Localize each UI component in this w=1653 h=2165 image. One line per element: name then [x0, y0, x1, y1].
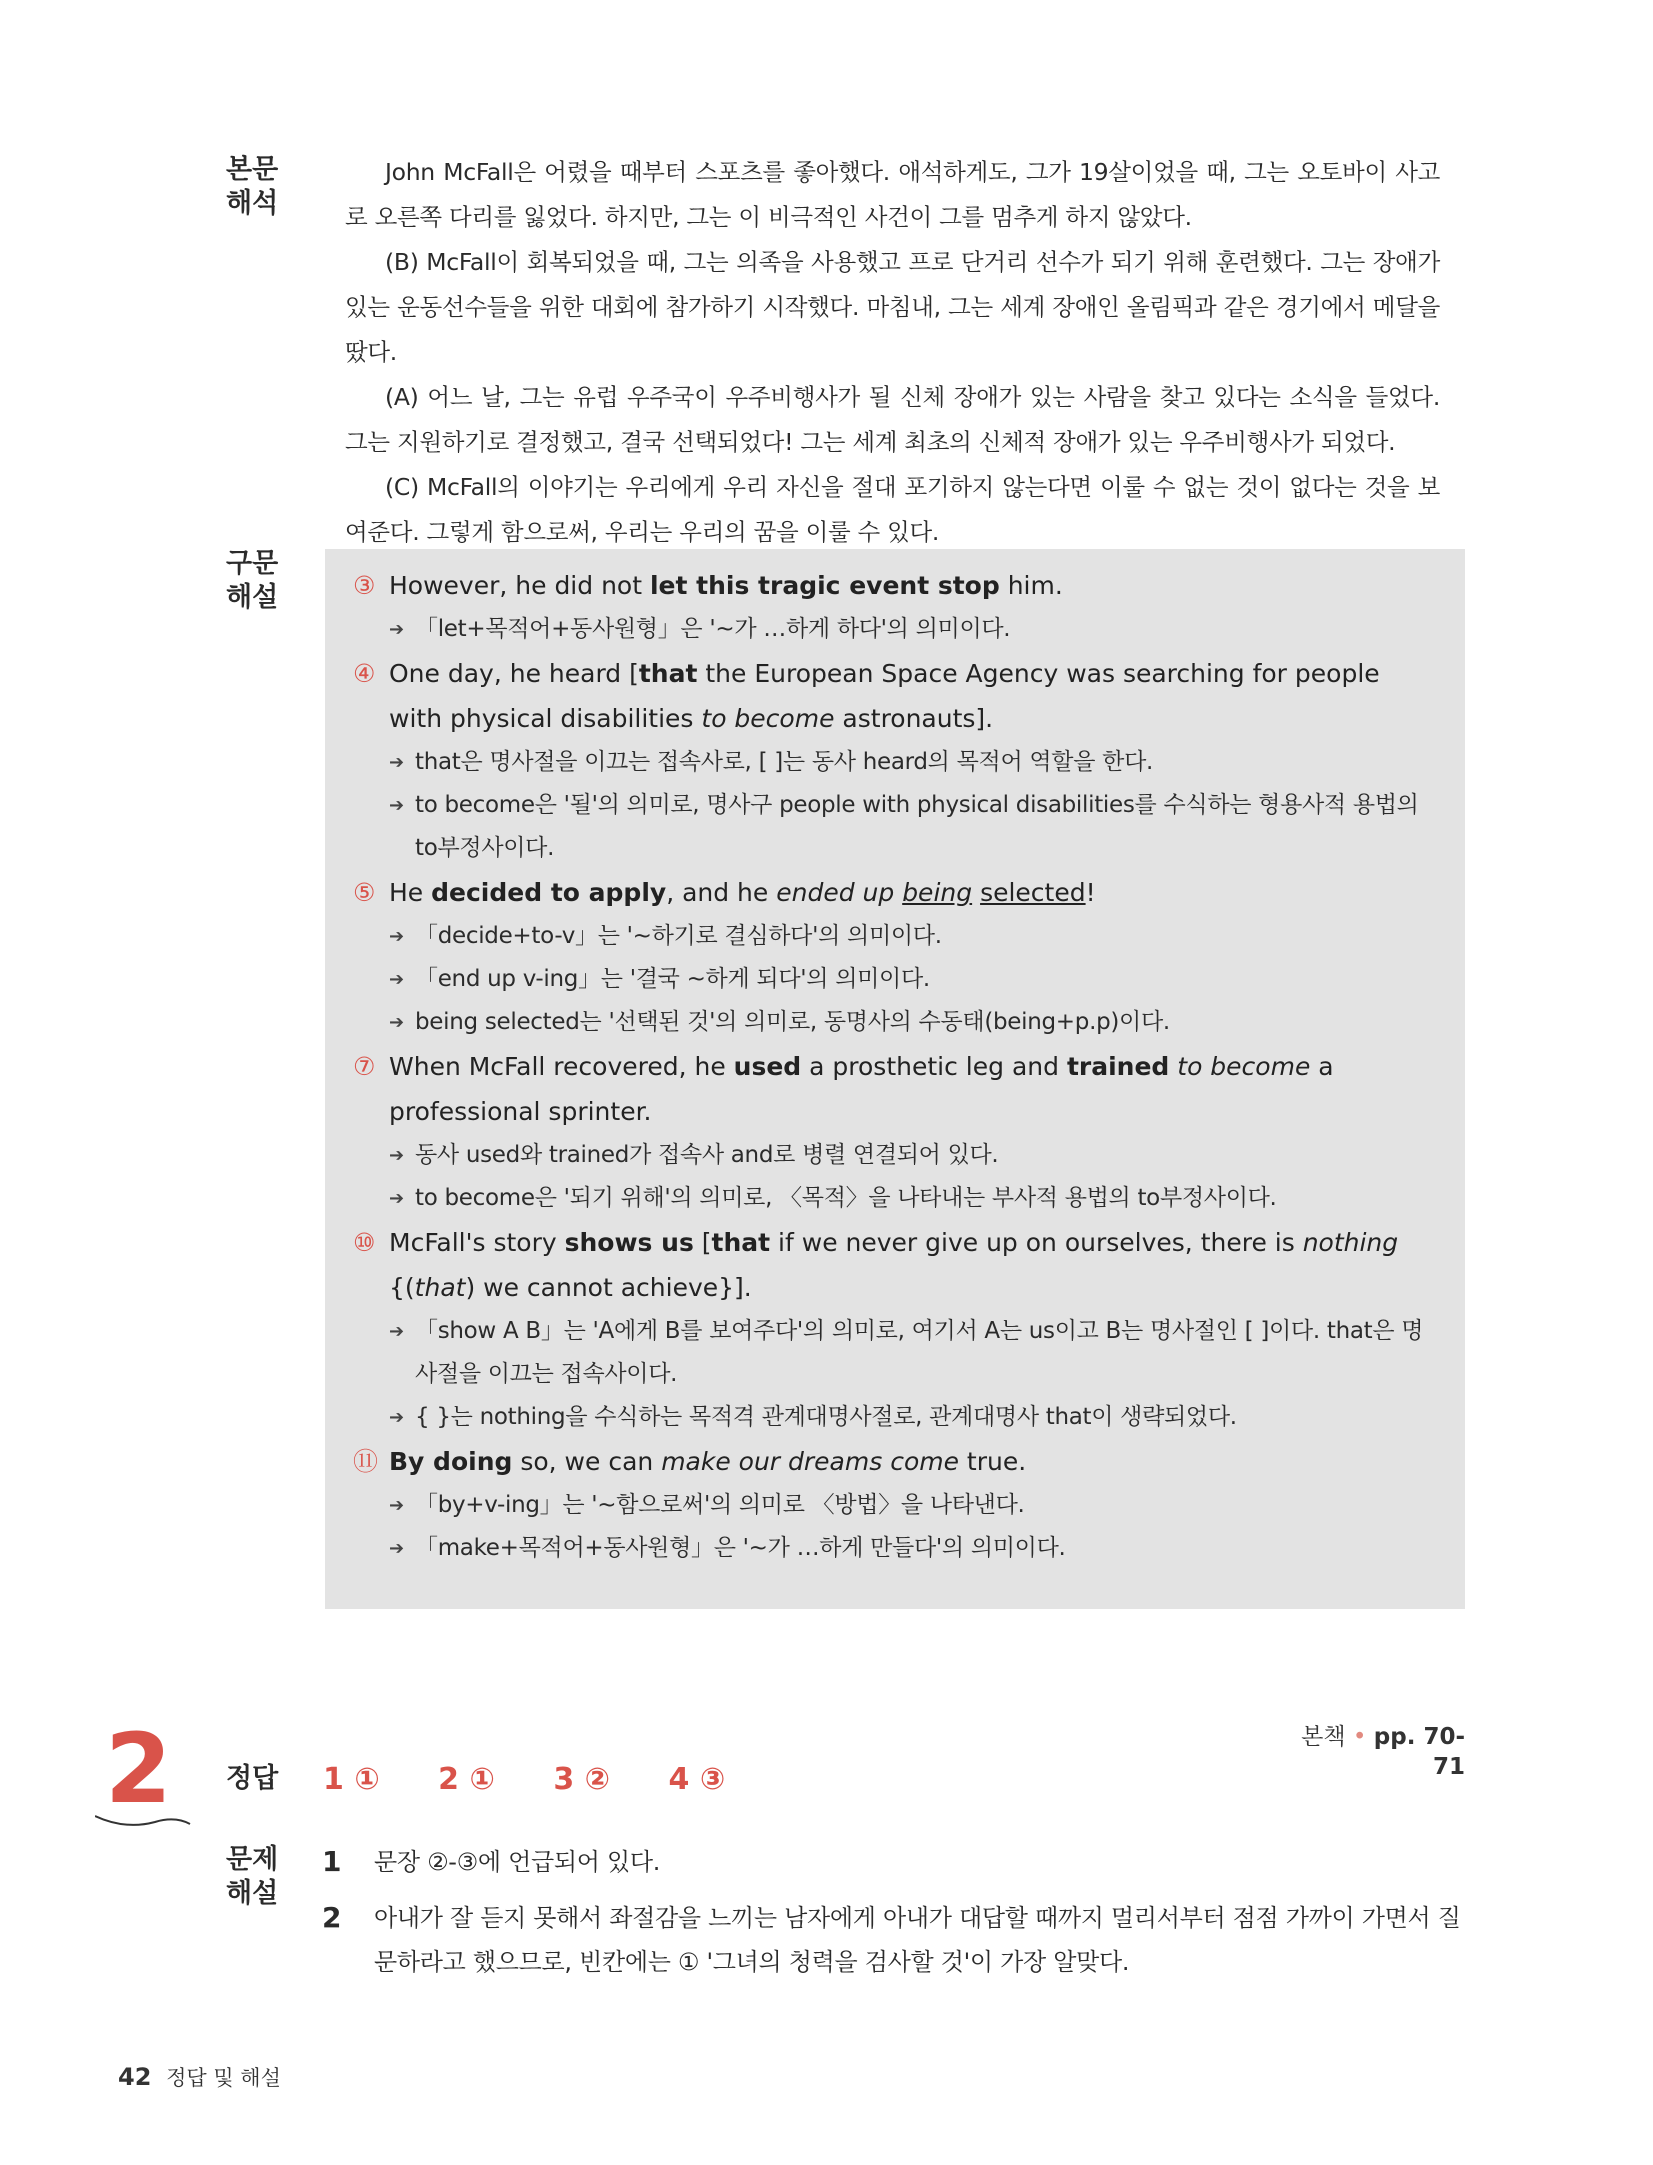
- sentence-segment: He: [389, 878, 432, 907]
- explanation-item: [322, 1896, 1462, 1984]
- syntax-sentence: [353, 651, 1433, 741]
- explanation-number: 2: [322, 1901, 342, 1934]
- sentence-segment: !: [1085, 878, 1096, 907]
- sentence-segment: true.: [958, 1447, 1027, 1476]
- syntax-note-text: 「make+목적어+동사원형」은 '~가 …하게 만들다'의 의미이다.: [415, 1535, 1066, 1561]
- sentence-segment: [972, 878, 980, 907]
- sentence-segment: to become: [701, 704, 835, 733]
- sentence-segment: {(: [389, 1273, 415, 1302]
- sentence-segment: that: [638, 659, 698, 688]
- arrow-icon: ➔: [389, 1495, 404, 1516]
- sentence-segment: nothing: [1302, 1228, 1399, 1257]
- translation-label-line2: 해석: [226, 188, 279, 219]
- syntax-sentence: [353, 1220, 1433, 1310]
- sentence-segment: However, he did not: [389, 571, 650, 600]
- sentence-segment: so, we can: [512, 1447, 662, 1476]
- syntax-item: [353, 1220, 1433, 1439]
- sentence-number: ④: [353, 659, 376, 688]
- arrow-icon: ➔: [389, 1145, 404, 1166]
- syntax-note: [353, 1134, 1433, 1177]
- sentence-segment: ) we cannot achieve}].: [465, 1273, 752, 1302]
- sentence-segment: to become: [1177, 1052, 1311, 1081]
- sentence-segment: One day, he heard [: [389, 659, 639, 688]
- syntax-note: [353, 741, 1433, 784]
- syntax-sentence: [353, 1044, 1433, 1134]
- sentence-number: ⑩: [353, 1228, 376, 1257]
- translation-section: [345, 150, 1440, 555]
- translation-paragraph: John McFall은 어렸을 때부터 스포츠를 좋아했다. 애석하게도, 그가 19살이었을 때, 그는 오토바이 사고로 오른쪽 다리를 잃었다. 하지만, 그는 이 비극적인 사건이 그를 멈추게 하지 않았다.: [345, 158, 1440, 231]
- footer-title: 정답 및 해설: [166, 2066, 281, 2090]
- syntax-item: [353, 651, 1433, 870]
- syntax-label-line2: 해설: [226, 582, 279, 613]
- syntax-sentence: [353, 563, 1433, 608]
- syntax-note: [353, 608, 1433, 651]
- syntax-list: [353, 563, 1433, 1570]
- syntax-note: [353, 1527, 1433, 1570]
- syntax-note-text: that은 명사절을 이끄는 접속사로, [ ]는 동사 heard의 목적어 역할을 한다.: [415, 749, 1153, 775]
- syntax-item: [353, 1439, 1433, 1570]
- sentence-segment: selected: [980, 878, 1086, 907]
- syntax-box: [325, 549, 1465, 1609]
- syntax-note-text: 「let+목적어+동사원형」은 '~가 …하게 하다'의 의미이다.: [415, 616, 1011, 642]
- book-page-reference: [1270, 1722, 1465, 1782]
- sentence-segment: that: [414, 1273, 466, 1302]
- sentence-number: ③: [353, 571, 376, 600]
- arrow-icon: ➔: [389, 1188, 404, 1209]
- syntax-note-text: 「end up v-ing」는 '결국 ~하게 되다'의 의미이다.: [415, 966, 930, 992]
- syntax-label-line1: 구문: [226, 548, 279, 579]
- explanation-label-line2: 해설: [226, 1878, 279, 1909]
- arrow-icon: ➔: [389, 752, 404, 773]
- sentence-segment: used: [733, 1052, 802, 1081]
- syntax-item: [353, 563, 1433, 651]
- arrow-icon: ➔: [389, 1538, 404, 1559]
- explanation-label: [226, 1843, 278, 1911]
- syntax-note-text: 「show A B」는 'A에게 B를 보여주다'의 의미로, 여기서 A는 us이고 B는 명사절인 [ ]이다. that은 명사절을 이끄는 접속사이다.: [415, 1318, 1424, 1387]
- explanation-number: 1: [322, 1845, 342, 1878]
- translation-paragraph: (C) McFall의 이야기는 우리에게 우리 자신을 절대 포기하지 않는다면 이룰 수 없는 것이 없다는 것을 보여준다. 그렇게 함으로써, 우리는 우리의 꿈을 이룰 수 있다.: [345, 473, 1440, 546]
- syntax-note-text: to become은 '되기 위해'의 의미로, 〈목적〉을 나타내는 부사적 용법의 to부정사이다.: [415, 1185, 1277, 1211]
- sentence-segment: [: [693, 1228, 712, 1257]
- arrow-icon: ➔: [389, 795, 404, 816]
- syntax-note: [353, 1177, 1433, 1220]
- syntax-note: [353, 784, 1433, 870]
- explanation-label-line1: 문제: [226, 1844, 279, 1875]
- section-number-text: 2: [105, 1720, 172, 1825]
- sentence-number: ⑦: [353, 1052, 376, 1081]
- translation-paragraph: (A) 어느 날, 그는 유럽 우주국이 우주비행사가 될 신체 장애가 있는 사람을 찾고 있다는 소식을 들었다. 그는 지원하기로 결정했고, 결국 선택되었다! 그는 세계 최초의 신체적 장애가 있는 우주비행사가 되었다.: [345, 383, 1440, 456]
- sentence-segment: shows us: [564, 1228, 694, 1257]
- sentence-segment: a professional sprinter.: [389, 1052, 1334, 1126]
- sentence-segment: a prosthetic leg and: [801, 1052, 1067, 1081]
- explanation-text: 문장 ②-③에 언급되어 있다.: [374, 1848, 661, 1876]
- syntax-note-text: being selected는 '선택된 것'의 의미로, 동명사의 수동태(being+p.p)이다.: [415, 1009, 1170, 1035]
- sentence-segment: the European Space Agency was searching for people with physical disabilities: [389, 659, 1380, 733]
- sentence-segment: trained: [1066, 1052, 1170, 1081]
- sentence-segment: if we never give up on ourselves, there is: [770, 1228, 1303, 1257]
- answer-item: 2 ①: [438, 1762, 495, 1797]
- syntax-note: [353, 1484, 1433, 1527]
- translation-paragraph: (B) McFall이 회복되었을 때, 그는 의족을 사용했고 프로 단거리 선수가 되기 위해 훈련했다. 그는 장애가 있는 운동선수들을 위한 대회에 참가하기 시작했다. 마침내, 그는 세계 장애인 올림픽과 같은 경기에서 메달을 땄다.: [345, 248, 1440, 366]
- syntax-note: [353, 1310, 1433, 1396]
- sentence-segment: let this tragic event stop: [649, 571, 1000, 600]
- book-ref-prefix: 본책: [1301, 1724, 1346, 1750]
- sentence-segment: him.: [999, 571, 1063, 600]
- syntax-sentence: [353, 1439, 1433, 1484]
- syntax-item: [353, 870, 1433, 1044]
- explanation-text: 아내가 잘 듣지 못해서 좌절감을 느끼는 남자에게 아내가 대답할 때까지 멀리서부터 점점 가까이 가면서 질문하라고 했으므로, 빈칸에는 ① '그녀의 청력을 검사할 것'이 가장 알맞다.: [374, 1904, 1461, 1976]
- arrow-icon: ➔: [389, 1012, 404, 1033]
- sentence-segment: astronauts].: [834, 704, 994, 733]
- arrow-icon: ➔: [389, 969, 404, 990]
- syntax-note: [353, 1396, 1433, 1439]
- arrow-icon: ➔: [389, 1407, 404, 1428]
- section-number-two: [95, 1720, 205, 1830]
- syntax-note-text: to become은 '될'의 의미로, 명사구 people with physical disabilities를 수식하는 형용사적 용법의 to부정사이다.: [415, 792, 1419, 861]
- syntax-note-text: { }는 nothing을 수식하는 목적격 관계대명사절로, 관계대명사 that이 생략되었다.: [415, 1404, 1237, 1430]
- syntax-note-text: 「by+v-ing」는 '~함으로써'의 의미로 〈방법〉을 나타낸다.: [415, 1492, 1025, 1518]
- syntax-sentence: [353, 870, 1433, 915]
- page-number: 42: [118, 2063, 152, 2091]
- sentence-segment: By doing: [389, 1447, 513, 1476]
- explanation-item: [322, 1840, 1462, 1884]
- arrow-icon: ➔: [389, 926, 404, 947]
- arrow-icon: ➔: [389, 1321, 404, 1342]
- translation-label-line1: 본문: [226, 154, 279, 185]
- syntax-note-text: 「decide+to-v」는 '~하기로 결심하다'의 의미이다.: [415, 923, 942, 949]
- sentence-segment: decided to apply: [431, 878, 667, 907]
- page-footer: [118, 2062, 281, 2093]
- answer-label: 정답: [226, 1763, 279, 1794]
- answer-item: 1 ①: [323, 1762, 380, 1797]
- sentence-segment: that: [711, 1228, 771, 1257]
- answer-item: 3 ②: [553, 1762, 611, 1797]
- arrow-icon: ➔: [389, 619, 404, 640]
- syntax-label: [226, 547, 278, 615]
- sentence-number: ⑤: [353, 878, 376, 907]
- sentence-segment: ended up: [776, 878, 903, 907]
- explanation-list: [322, 1840, 1462, 1996]
- answer-list: [323, 1760, 773, 1800]
- syntax-note: [353, 958, 1433, 1001]
- syntax-note: [353, 1001, 1433, 1044]
- translation-label: [226, 153, 278, 221]
- answer-item: 4 ③: [668, 1762, 726, 1797]
- syntax-note: [353, 915, 1433, 958]
- book-ref-pages: pp. 70-71: [1373, 1724, 1465, 1780]
- syntax-note-text: 동사 used와 trained가 접속사 and로 병렬 연결되어 있다.: [415, 1142, 999, 1168]
- sentence-segment: being: [902, 878, 973, 907]
- book-ref-dot: •: [1352, 1724, 1367, 1750]
- sentence-number: ⑪: [353, 1447, 379, 1476]
- sentence-segment: make our dreams come: [661, 1447, 959, 1476]
- sentence-segment: McFall's story: [389, 1228, 565, 1257]
- sentence-segment: When McFall recovered, he: [389, 1052, 734, 1081]
- sentence-segment: , and he: [666, 878, 777, 907]
- syntax-item: [353, 1044, 1433, 1220]
